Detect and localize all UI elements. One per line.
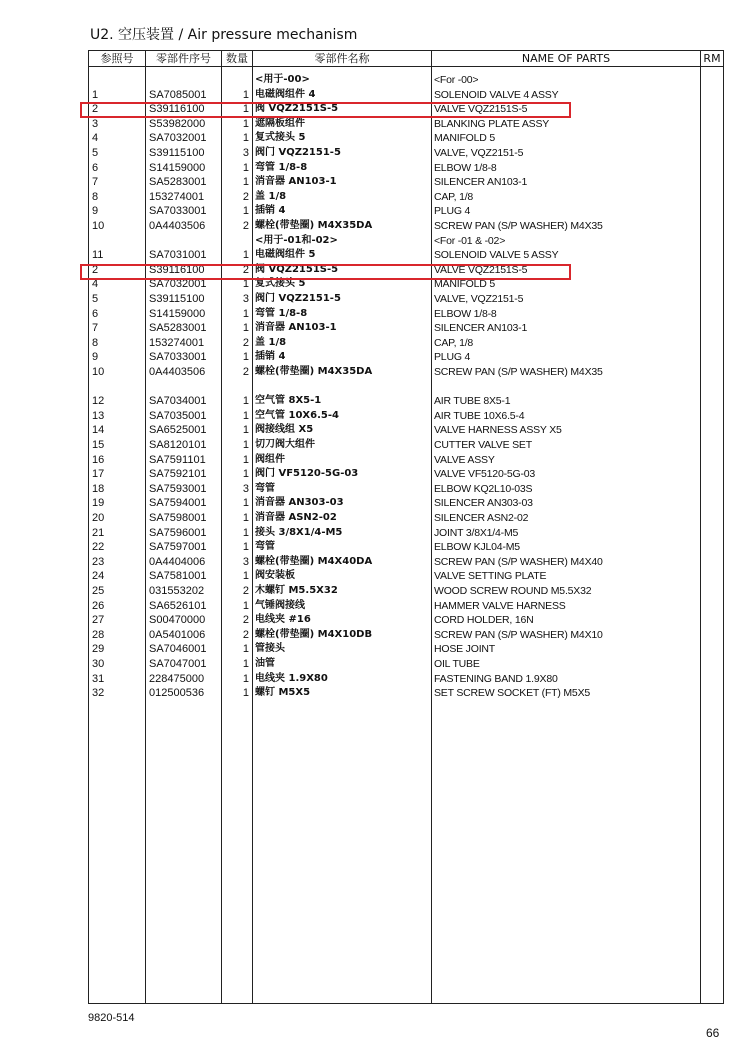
header-part-no: 零部件序号 xyxy=(156,52,211,65)
part-number-cell: 153274001 xyxy=(149,336,205,349)
table-row xyxy=(89,248,723,263)
english-name-cell: ELBOW KQ2L10-03S xyxy=(434,482,533,495)
quantity-cell: 1 xyxy=(242,117,249,130)
chinese-name-cell: 遮隔板组件 xyxy=(255,117,305,129)
table-row xyxy=(89,438,723,453)
quantity-cell: 2 xyxy=(242,190,249,203)
table-row xyxy=(89,584,723,599)
part-number-cell: SA7593001 xyxy=(149,482,207,495)
quantity-cell: 3 xyxy=(242,147,249,159)
part-number-cell: SA5283001 xyxy=(149,176,207,189)
english-name-cell: SOLENOID VALVE 5 ASSY xyxy=(434,249,559,262)
part-number-cell: SA7085001 xyxy=(149,88,207,101)
ref-cell: 4 xyxy=(92,132,99,145)
ref-cell: 19 xyxy=(92,497,105,510)
ref-cell: 8 xyxy=(92,190,99,203)
chinese-name-cell: 消音器 AN103-1 xyxy=(255,322,337,334)
ref-cell: 2 xyxy=(92,103,99,116)
chinese-name-cell: 弯管 1/8-8 xyxy=(255,307,308,319)
chinese-name-cell: 阀门 VQZ2151-5 xyxy=(255,293,341,304)
english-name-cell: CAP, 1/8 xyxy=(434,190,474,203)
table-row xyxy=(89,628,723,643)
ref-cell: 20 xyxy=(92,512,105,524)
english-name-cell: SET SCREW SOCKET (FT) M5X5 xyxy=(434,687,591,700)
ref-cell: 23 xyxy=(92,555,105,568)
quantity-cell: 1 xyxy=(242,161,249,174)
quantity-cell: 1 xyxy=(242,599,249,612)
part-number-cell: SA7581001 xyxy=(149,570,207,583)
quantity-cell: 1 xyxy=(242,307,249,320)
table-row xyxy=(89,175,723,190)
quantity-cell: 1 xyxy=(242,132,249,145)
quantity-cell: 1 xyxy=(242,103,249,116)
chinese-name-cell: 弯管 xyxy=(255,541,275,553)
chinese-name-cell: 电磁阀组件 5 xyxy=(255,249,316,261)
quantity-cell: 1 xyxy=(242,643,249,656)
ref-cell: 6 xyxy=(92,307,99,320)
quantity-cell: 1 xyxy=(242,205,249,218)
part-number-cell: 0A4403506 xyxy=(149,220,206,232)
table-row xyxy=(89,234,723,249)
english-name-cell: SILENCER AN103-1 xyxy=(434,176,528,189)
chinese-name-cell: 接头 3/8X1/4-M5 xyxy=(255,526,343,538)
table-row xyxy=(89,642,723,657)
quantity-cell: 2 xyxy=(242,263,249,276)
chinese-name-cell: 弯管 1/8-8 xyxy=(255,161,308,173)
table-row xyxy=(89,88,723,103)
table-row xyxy=(89,555,723,570)
ref-cell: 7 xyxy=(92,322,99,335)
table-row xyxy=(89,219,723,234)
english-name-cell: PLUG 4 xyxy=(434,205,471,218)
chinese-name-cell: 切刀阀大组件 xyxy=(255,439,315,450)
ref-cell: 30 xyxy=(92,658,105,670)
part-number-cell: SA7031001 xyxy=(149,249,207,262)
ref-cell: 10 xyxy=(92,366,105,378)
table-row xyxy=(89,350,723,365)
chinese-name-cell: 盖 1/8 xyxy=(255,336,287,348)
table-row xyxy=(89,336,723,351)
table-row xyxy=(89,292,723,307)
chinese-name-cell: 螺栓(带垫圈) M4X35DA xyxy=(255,366,373,377)
table-row xyxy=(89,423,723,438)
table-row xyxy=(89,482,723,497)
quantity-cell: 3 xyxy=(242,293,249,305)
chinese-name-cell: <用于-01和-02> xyxy=(255,234,338,246)
chinese-name-cell: 电线夹 #16 xyxy=(255,614,311,626)
chinese-name-cell: 螺栓(带垫圈) M4X40DA xyxy=(255,555,373,567)
chinese-name-cell: 插销 4 xyxy=(255,351,286,363)
quantity-cell: 1 xyxy=(242,468,249,481)
chinese-name-cell: <用于-00> xyxy=(255,74,310,85)
ref-cell: 9 xyxy=(92,205,99,218)
chinese-name-cell: 复式接头 5 xyxy=(255,278,306,290)
ref-cell: 28 xyxy=(92,628,105,641)
part-number-cell: SA7591101 xyxy=(149,453,206,466)
quantity-cell: 2 xyxy=(242,614,249,627)
english-name-cell: <For -01 & -02> xyxy=(434,234,506,247)
english-name-cell: PLUG 4 xyxy=(434,351,471,364)
table-row xyxy=(89,496,723,511)
ref-cell: 8 xyxy=(92,336,99,349)
part-number-cell: S39116100 xyxy=(149,103,205,116)
ref-cell: 24 xyxy=(92,570,105,583)
table-row xyxy=(89,613,723,628)
ref-cell: 5 xyxy=(92,293,99,305)
quantity-cell: 2 xyxy=(242,585,249,597)
quantity-cell: 1 xyxy=(242,409,249,422)
english-name-cell: MANIFOLD 5 xyxy=(434,278,496,291)
ref-cell: 18 xyxy=(92,482,105,495)
english-name-cell: <For -00> xyxy=(434,74,479,86)
chinese-name-cell: 木螺钉 M5.5X32 xyxy=(255,585,338,596)
ref-cell: 5 xyxy=(92,147,99,159)
english-name-cell: SILENCER AN303-03 xyxy=(434,497,533,510)
quantity-cell: 1 xyxy=(242,88,249,101)
english-name-cell: VALVE VQZ2151S-5 xyxy=(434,263,528,276)
quantity-cell: 1 xyxy=(242,395,249,408)
ref-cell: 21 xyxy=(92,526,105,539)
english-name-cell: OIL TUBE xyxy=(434,658,480,670)
english-name-cell: SILENCER ASN2-02 xyxy=(434,512,529,524)
english-name-cell: SCREW PAN (S/P WASHER) M4X10 xyxy=(434,628,603,641)
header-qty: 数量 xyxy=(226,52,248,65)
chinese-name-cell: 阀门 VQZ2151-5 xyxy=(255,147,341,158)
document-code: 9820-514 xyxy=(88,1012,135,1024)
english-name-cell: HOSE JOINT xyxy=(434,643,496,656)
ref-cell: 27 xyxy=(92,614,105,627)
chinese-name-cell: 空气管 8X5-1 xyxy=(255,395,322,407)
chinese-name-cell: 阀门 VF5120-5G-03 xyxy=(255,468,359,480)
english-name-cell: JOINT 3/8X1/4-M5 xyxy=(434,526,519,539)
part-number-cell: S39116100 xyxy=(149,263,205,276)
english-name-cell: FASTENING BAND 1.9X80 xyxy=(434,672,558,685)
ref-cell: 22 xyxy=(92,541,105,554)
part-number-cell: 0A4404006 xyxy=(149,555,206,568)
table-row xyxy=(89,380,723,395)
ref-cell: 26 xyxy=(92,599,105,612)
table-row xyxy=(89,365,723,380)
quantity-cell: 1 xyxy=(242,351,249,364)
english-name-cell: VALVE VQZ2151S-5 xyxy=(434,103,528,116)
ref-cell: 4 xyxy=(92,278,99,291)
english-name-cell: CAP, 1/8 xyxy=(434,336,474,349)
part-number-cell: S00470000 xyxy=(149,614,206,627)
chinese-name-cell: 复式接头 5 xyxy=(255,132,306,144)
quantity-cell: 1 xyxy=(242,322,249,335)
table-row xyxy=(89,190,723,205)
chinese-name-cell: 螺栓(带垫圈) M4X10DB xyxy=(255,628,373,640)
table-row xyxy=(89,73,723,88)
ref-cell: 10 xyxy=(92,220,105,232)
english-name-cell: VALVE VF5120-5G-03 xyxy=(434,468,536,481)
english-name-cell: CUTTER VALVE SET xyxy=(434,439,532,451)
part-number-cell: 228475000 xyxy=(149,672,205,685)
chinese-name-cell: 阀组件 xyxy=(255,453,285,465)
ref-cell: 29 xyxy=(92,643,105,656)
quantity-cell: 1 xyxy=(242,541,249,554)
quantity-cell: 1 xyxy=(242,439,249,451)
table-row xyxy=(89,686,723,701)
part-number-cell: SA7597001 xyxy=(149,541,207,554)
part-number-cell: SA7598001 xyxy=(149,512,207,524)
chinese-name-cell: 电线夹 1.9X80 xyxy=(255,672,328,684)
header-name-en: NAME OF PARTS xyxy=(521,52,611,65)
ref-cell: 7 xyxy=(92,176,99,189)
table-row xyxy=(89,117,723,132)
chinese-name-cell: 插销 4 xyxy=(255,205,286,217)
table-row xyxy=(89,511,723,526)
english-name-cell: MANIFOLD 5 xyxy=(434,132,496,145)
english-name-cell: SILENCER AN103-1 xyxy=(434,322,528,335)
chinese-name-cell: 阀接线组 X5 xyxy=(255,424,314,436)
ref-cell: 14 xyxy=(92,424,105,437)
table-header xyxy=(89,51,723,67)
english-name-cell: WOOD SCREW ROUND M5.5X32 xyxy=(434,585,592,597)
quantity-cell: 3 xyxy=(242,482,249,495)
chinese-name-cell: 螺钉 M5X5 xyxy=(255,687,311,699)
chinese-name-cell: 阀安装板 xyxy=(255,570,295,582)
part-number-cell: SA7035001 xyxy=(149,409,207,422)
part-number-cell: 0A5401006 xyxy=(149,628,206,641)
chinese-name-cell: 盖 1/8 xyxy=(255,190,287,202)
table-row xyxy=(89,599,723,614)
part-number-cell: S39115100 xyxy=(149,293,205,305)
ref-cell: 1 xyxy=(92,88,99,101)
table-row xyxy=(89,146,723,161)
ref-cell: 15 xyxy=(92,439,105,451)
english-name-cell: SOLENOID VALVE 4 ASSY xyxy=(434,88,559,101)
part-number-cell: SA7033001 xyxy=(149,351,207,364)
ref-cell: 6 xyxy=(92,161,99,174)
ref-cell: 32 xyxy=(92,687,105,700)
quantity-cell: 1 xyxy=(242,424,249,437)
quantity-cell: 1 xyxy=(242,249,249,262)
chinese-name-cell: 阀 VQZ2151S-5 xyxy=(255,263,339,275)
english-name-cell: CORD HOLDER, 16N xyxy=(434,614,534,627)
part-number-cell: SA7046001 xyxy=(149,643,207,656)
part-number-cell: S39115100 xyxy=(149,147,205,159)
ref-cell: 17 xyxy=(92,468,105,481)
part-number-cell: 012500536 xyxy=(149,687,205,700)
page-number: 66 xyxy=(706,1026,720,1040)
english-name-cell: SCREW PAN (S/P WASHER) M4X40 xyxy=(434,555,603,568)
header-ref: 参照号 xyxy=(100,52,134,65)
part-number-cell: SA7047001 xyxy=(149,658,207,670)
part-number-cell: SA7032001 xyxy=(149,278,207,291)
chinese-name-cell: 螺栓(带垫圈) M4X35DA xyxy=(255,220,373,231)
quantity-cell: 2 xyxy=(242,366,249,378)
table-row xyxy=(89,672,723,687)
table-row xyxy=(89,204,723,219)
ref-cell: 2 xyxy=(92,263,99,276)
english-name-cell: VALVE HARNESS ASSY X5 xyxy=(434,424,562,437)
quantity-cell: 1 xyxy=(242,526,249,539)
english-name-cell: AIR TUBE 8X5-1 xyxy=(434,395,511,408)
quantity-cell: 1 xyxy=(242,687,249,700)
chinese-name-cell: 弯管 xyxy=(255,482,275,494)
ref-cell: 31 xyxy=(92,672,105,685)
ref-cell: 13 xyxy=(92,409,105,422)
part-number-cell: SA7592101 xyxy=(149,468,207,481)
english-name-cell: ELBOW 1/8-8 xyxy=(434,161,497,174)
quantity-cell: 1 xyxy=(242,658,249,670)
english-name-cell: SCREW PAN (S/P WASHER) M4X35 xyxy=(434,366,603,378)
english-name-cell: HAMMER VALVE HARNESS xyxy=(434,599,566,612)
quantity-cell: 1 xyxy=(242,278,249,291)
highlight-box-valve-row xyxy=(80,264,571,280)
chinese-name-cell: 空气管 10X6.5-4 xyxy=(255,409,339,421)
english-name-cell: AIR TUBE 10X6.5-4 xyxy=(434,409,525,422)
table-row xyxy=(89,467,723,482)
part-number-cell: SA7596001 xyxy=(149,526,207,539)
ref-cell: 3 xyxy=(92,117,99,130)
table-row xyxy=(89,394,723,409)
chinese-name-cell: 阀 VQZ2151S-5 xyxy=(255,103,339,115)
part-number-cell: SA6525001 xyxy=(149,424,207,437)
english-name-cell: BLANKING PLATE ASSY xyxy=(434,117,550,130)
part-number-cell: SA6526101 xyxy=(149,599,207,612)
page-title: U2. 空压装置 / Air pressure mechanism xyxy=(90,27,358,43)
english-name-cell: ELBOW KJL04-M5 xyxy=(434,541,520,554)
table-row xyxy=(89,540,723,555)
part-number-cell: S53982000 xyxy=(149,117,206,130)
quantity-cell: 2 xyxy=(242,628,249,641)
ref-cell: 12 xyxy=(92,395,105,408)
chinese-name-cell: 油管 xyxy=(255,658,275,669)
english-name-cell: VALVE, VQZ2151-5 xyxy=(434,293,524,305)
quantity-cell: 2 xyxy=(242,220,249,232)
part-number-cell: S14159000 xyxy=(149,161,206,174)
english-name-cell: ELBOW 1/8-8 xyxy=(434,307,497,320)
table-row xyxy=(89,409,723,424)
chinese-name-cell: 消音器 AN303-03 xyxy=(255,497,344,509)
quantity-cell: 1 xyxy=(242,672,249,685)
part-number-cell: S14159000 xyxy=(149,307,206,320)
parts-table xyxy=(88,50,724,1004)
part-number-cell: 153274001 xyxy=(149,190,205,203)
quantity-cell: 3 xyxy=(242,555,249,568)
quantity-cell: 1 xyxy=(242,497,249,510)
chinese-name-cell: 消音器 AN103-1 xyxy=(255,176,337,188)
quantity-cell: 1 xyxy=(242,176,249,189)
chinese-name-cell: 管接头 xyxy=(255,643,285,655)
header-name-cn: 零部件名称 xyxy=(314,52,370,65)
part-number-cell: 0A4403506 xyxy=(149,366,206,378)
quantity-cell: 2 xyxy=(242,336,249,349)
ref-cell: 9 xyxy=(92,351,99,364)
quantity-cell: 1 xyxy=(242,453,249,466)
ref-cell: 11 xyxy=(92,249,104,262)
part-number-cell: SA7032001 xyxy=(149,132,207,145)
header-rm: RM xyxy=(703,52,721,65)
part-number-cell: SA7034001 xyxy=(149,395,207,408)
table-row xyxy=(89,657,723,672)
ref-cell: 25 xyxy=(92,585,105,597)
english-name-cell: VALVE SETTING PLATE xyxy=(434,570,547,583)
chinese-name-cell: 气锤阀接线 xyxy=(255,599,305,611)
table-row xyxy=(89,131,723,146)
table-row xyxy=(89,453,723,468)
quantity-cell: 1 xyxy=(242,512,249,524)
part-number-cell: SA7033001 xyxy=(149,205,207,218)
table-row xyxy=(89,526,723,541)
table-row xyxy=(89,161,723,176)
chinese-name-cell: 消音器 ASN2-02 xyxy=(255,512,337,523)
table-row xyxy=(89,307,723,322)
table-row xyxy=(89,569,723,584)
english-name-cell: SCREW PAN (S/P WASHER) M4X35 xyxy=(434,220,603,232)
highlight-box-valve-row xyxy=(80,102,571,118)
part-number-cell: 031553202 xyxy=(149,585,205,597)
part-number-cell: SA7594001 xyxy=(149,497,207,510)
table-row xyxy=(89,321,723,336)
ref-cell: 16 xyxy=(92,453,105,466)
quantity-cell: 1 xyxy=(242,570,249,583)
part-number-cell: SA5283001 xyxy=(149,322,207,335)
chinese-name-cell: 电磁阀组件 4 xyxy=(255,88,316,100)
part-number-cell: SA8120101 xyxy=(149,439,207,451)
english-name-cell: VALVE, VQZ2151-5 xyxy=(434,147,524,159)
english-name-cell: VALVE ASSY xyxy=(434,453,495,466)
